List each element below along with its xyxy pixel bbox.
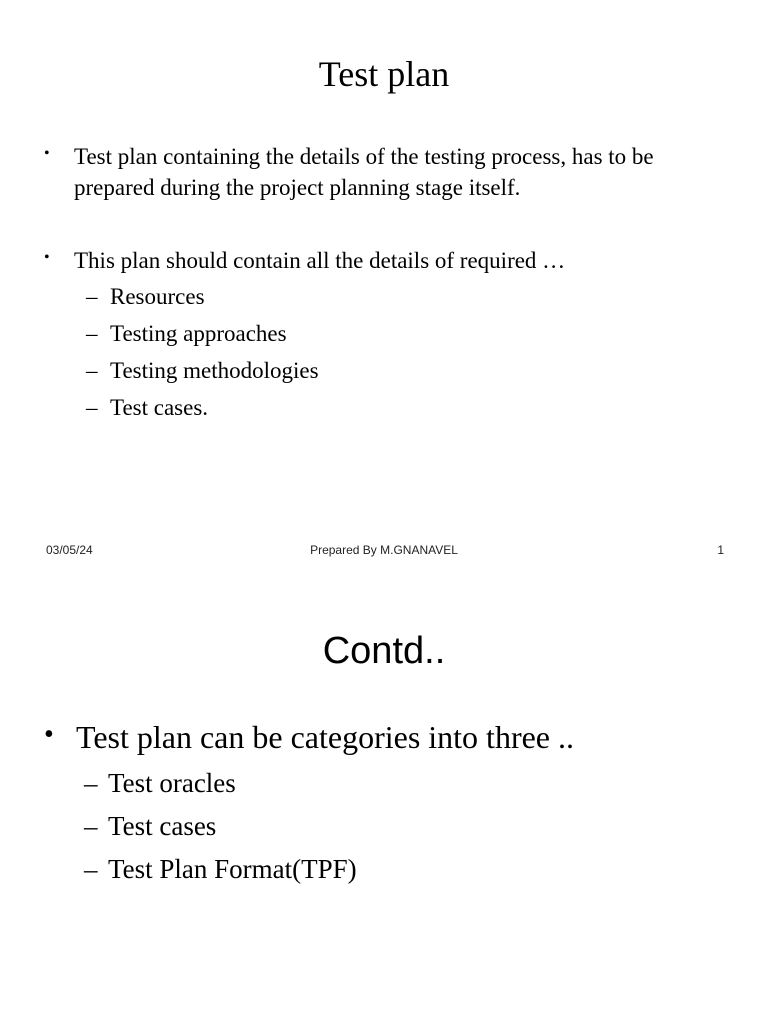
- dash-marker: –: [86, 395, 98, 420]
- dash-marker: –: [84, 811, 98, 841]
- bullet-marker: •: [44, 719, 54, 750]
- bullet-marker: •: [44, 249, 50, 266]
- slide-title: Contd..: [322, 630, 446, 672]
- bullet-marker: •: [44, 145, 50, 162]
- footer-date: 03/05/24: [46, 543, 93, 557]
- dash-marker: –: [86, 321, 98, 346]
- sub-item-text: Resources: [110, 284, 205, 309]
- footer-page-number: 1: [717, 543, 724, 557]
- bullet-text: Test plan can be categories into three ..: [76, 719, 574, 755]
- sub-item-text: Testing approaches: [110, 321, 287, 346]
- slide-2: [0, 576, 768, 1024]
- slide-title: Test plan: [318, 54, 450, 94]
- sub-item-text: Test oracles: [108, 768, 236, 798]
- sub-item-text: Test cases: [108, 811, 217, 841]
- sub-item-text: Test Plan Format(TPF): [108, 854, 357, 884]
- dash-marker: –: [86, 358, 98, 383]
- sub-item-text: Testing methodologies: [110, 358, 319, 383]
- dash-marker: –: [84, 854, 98, 884]
- bullet-text: Test plan containing the details of the testing process, has to be prepared during the project planning stage itself.: [74, 144, 654, 200]
- sub-item-text: Test cases.: [110, 395, 209, 420]
- bullet-text: This plan should contain all the details of required …: [74, 248, 566, 273]
- dash-marker: –: [86, 284, 98, 309]
- dash-marker: –: [84, 768, 98, 798]
- footer-author: Prepared By M.GNANAVEL: [310, 543, 458, 557]
